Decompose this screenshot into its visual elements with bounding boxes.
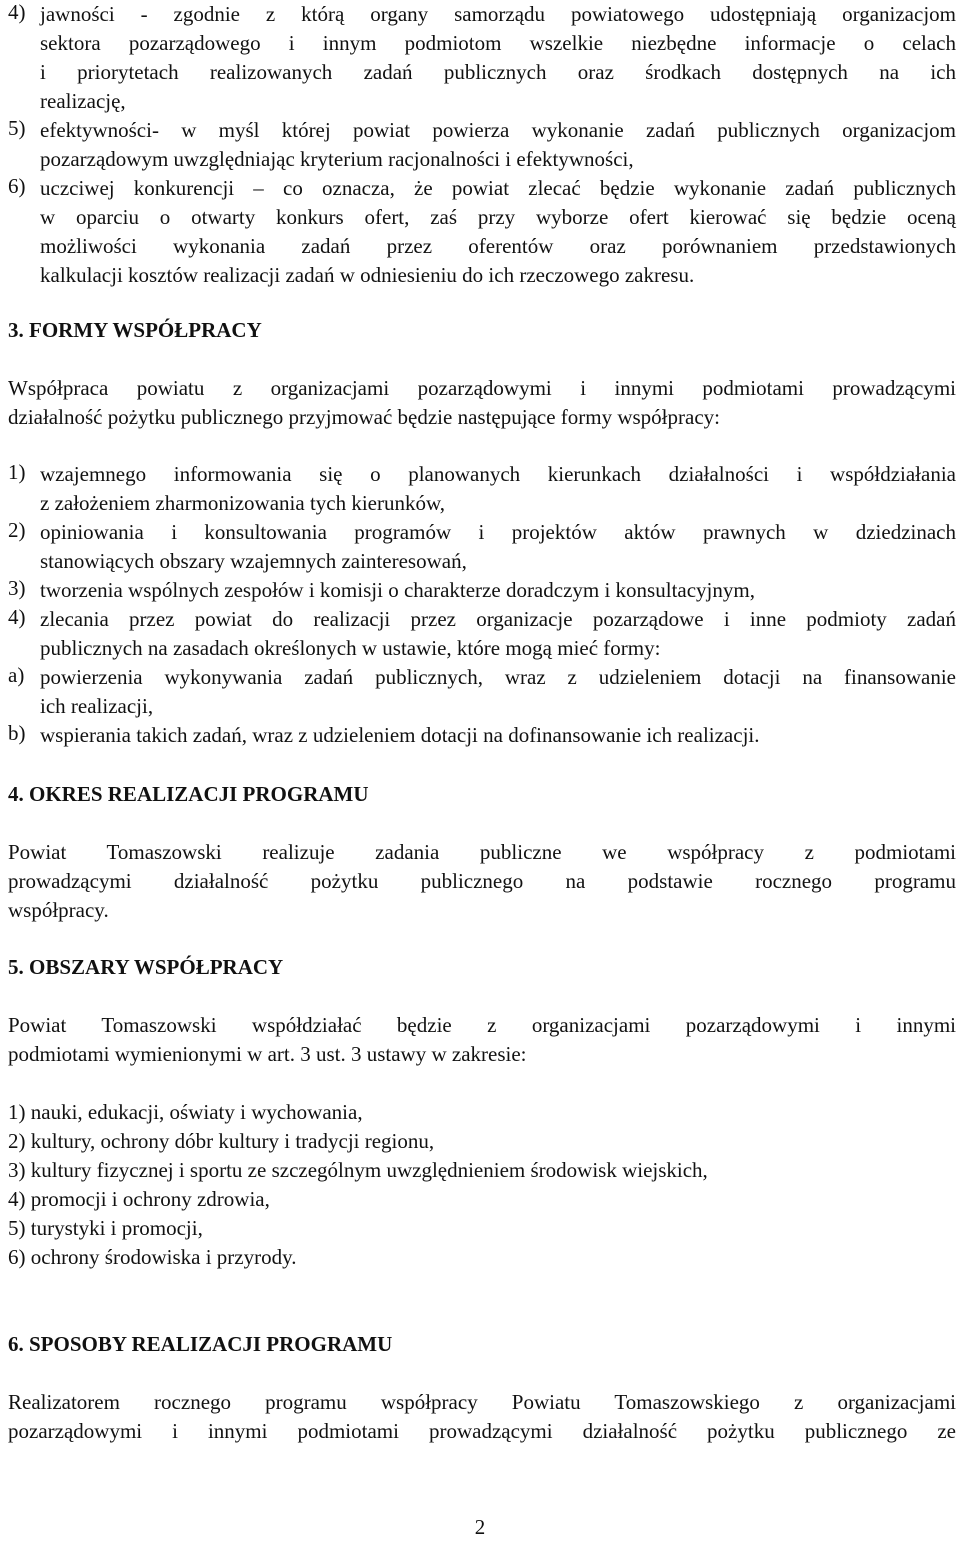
text-line: z założeniem zharmonizowania tych kierunków,	[40, 491, 446, 515]
list-item-label: 3)	[8, 576, 26, 600]
list-item: 1) nauki, edukacji, oświaty i wychowania,	[8, 1100, 363, 1124]
list-item-label: 2)	[8, 518, 26, 542]
page-number: 2	[474, 1515, 486, 1539]
list-item	[8, 663, 956, 721]
text-line: możliwości wykonania zadań przez oferentów oraz porównaniem przedstawionych	[40, 234, 956, 258]
list-item-label: 5)	[8, 116, 26, 140]
list-item: 3) kultury fizycznej i sportu ze szczególnym uwzględnieniem środowisk wiejskich,	[8, 1158, 708, 1182]
text-line: tworzenia wspólnych zespołów i komisji o charakterze doradczym i konsultacyjnym,	[40, 578, 755, 602]
text-line: uczciwej konkurencji – co oznacza, że powiat zlecać będzie wykonanie zadań publicznych	[40, 176, 956, 200]
text-line: pozarządowymi i innymi podmiotami prowadzącymi działalność pożytku publicznego ze	[8, 1419, 956, 1443]
text-line: stanowiących obszary wzajemnych zainteresowań,	[40, 549, 467, 573]
text-line: Realizatorem rocznego programu współpracy Powiatu Tomaszowskiego z organizacjami	[8, 1390, 956, 1414]
list-item	[8, 518, 956, 576]
list-item-label: 1)	[8, 460, 26, 484]
section-heading: 6. SPOSOBY REALIZACJI PROGRAMU	[8, 1332, 393, 1356]
text-line: sektora pozarządowego i innym podmiotom wszelkie niezbędne informacje o celach	[40, 31, 956, 55]
text-line: kalkulacji kosztów realizacji zadań w odniesieniu do ich rzeczowego zakresu.	[40, 263, 695, 287]
list-item	[8, 605, 956, 663]
list-item	[8, 460, 956, 518]
text-line: publicznych na zasadach określonych w ustawie, które mogą mieć formy:	[40, 636, 661, 660]
list-item: 6) ochrony środowiska i przyrody.	[8, 1245, 297, 1269]
section-paragraph	[8, 1388, 956, 1446]
section-heading: 3. FORMY WSPÓŁPRACY	[8, 318, 262, 342]
list-item: 2) kultury, ochrony dóbr kultury i tradycji regionu,	[8, 1129, 435, 1153]
forms-list	[8, 460, 956, 750]
text-line: powierzenia wykonywania zadań publicznych, wraz z udzieleniem dotacji na finansowanie	[40, 665, 956, 689]
section-heading: 5. OBSZARY WSPÓŁPRACY	[8, 955, 284, 979]
list-item	[8, 0, 956, 116]
list-item-label: b)	[8, 721, 26, 745]
text-line: Powiat Tomaszowski realizuje zadania publiczne we współpracy z podmiotami	[8, 840, 956, 864]
text-line: współpracy.	[8, 898, 109, 922]
section-paragraph	[8, 1011, 956, 1069]
list-item-label: a)	[8, 663, 25, 687]
section-paragraph	[8, 838, 956, 925]
list-item-label: 4)	[8, 605, 26, 629]
text-line: działalność pożytku publicznego przyjmować będzie następujące formy współpracy:	[8, 405, 720, 429]
text-line: zlecania przez powiat do realizacji przez organizacje pozarządowe i inne podmioty zadań	[40, 607, 956, 631]
principles-list	[8, 0, 956, 290]
list-item	[8, 721, 956, 750]
text-line: Współpraca powiatu z organizacjami pozarządowymi i innymi podmiotami prowadzącymi	[8, 376, 956, 400]
text-line: ich realizacji,	[40, 694, 154, 718]
list-item	[8, 174, 956, 290]
list-item: 5) turystyki i promocji,	[8, 1216, 203, 1240]
areas-list	[8, 1098, 956, 1272]
list-item	[8, 116, 956, 174]
text-line: jawności - zgodnie z którą organy samorządu powiatowego udostępniają organizacjom	[40, 2, 956, 26]
text-line: opiniowania i konsultowania programów i projektów aktów prawnych w dziedzinach	[40, 520, 956, 544]
text-line: efektywności- w myśl której powiat powierza wykonanie zadań publicznych organizacjom	[40, 118, 956, 142]
list-item	[8, 576, 956, 605]
section-heading: 4. OKRES REALIZACJI PROGRAMU	[8, 782, 369, 806]
list-item: 4) promocji i ochrony zdrowia,	[8, 1187, 270, 1211]
text-line: w oparciu o otwarty konkurs ofert, zaś przy wyborze ofert kierować się będzie oceną	[40, 205, 956, 229]
list-item-label: 4)	[8, 0, 26, 24]
text-line: Powiat Tomaszowski współdziałać będzie z organizacjami pozarządowymi i innymi	[8, 1013, 956, 1037]
list-item-label: 6)	[8, 174, 26, 198]
text-line: realizację,	[40, 89, 126, 113]
text-line: prowadzącymi działalność pożytku publicznego na podstawie rocznego programu	[8, 869, 956, 893]
text-line: pozarządowym uwzględniając kryterium racjonalności i efektywności,	[40, 147, 634, 171]
text-line: i priorytetach realizowanych zadań publicznych oraz środkach dostępnych na ich	[40, 60, 956, 84]
text-line: wzajemnego informowania się o planowanych kierunkach działalności i współdziałania	[40, 462, 956, 486]
text-line: podmiotami wymienionymi w art. 3 ust. 3 ustawy w zakresie:	[8, 1042, 527, 1066]
text-line: wspierania takich zadań, wraz z udzieleniem dotacji na dofinansowanie ich realizacji.	[40, 723, 760, 747]
section-paragraph	[8, 374, 956, 432]
